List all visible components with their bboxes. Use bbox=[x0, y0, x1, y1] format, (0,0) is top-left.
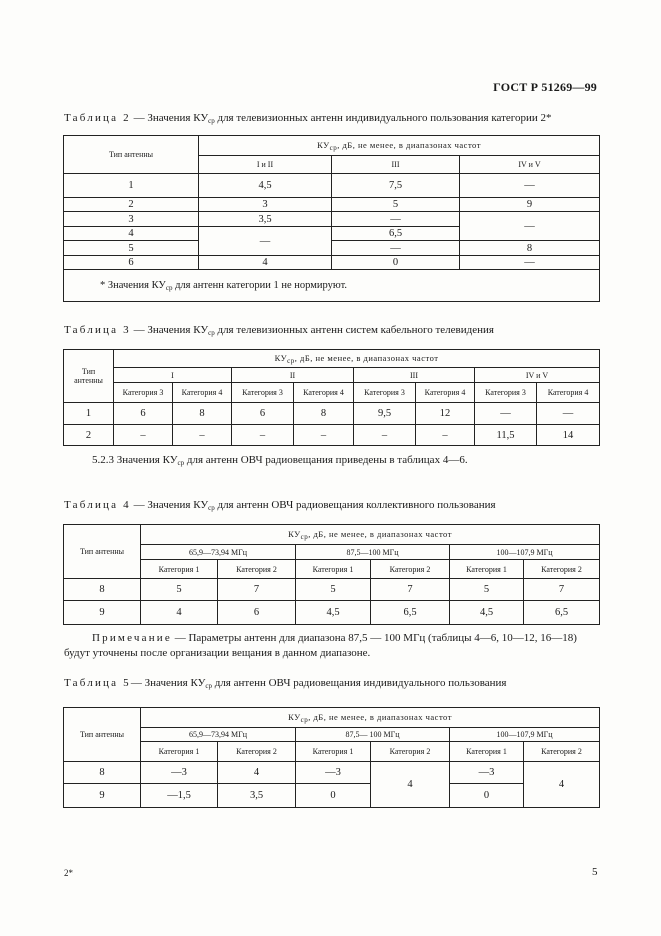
value-cell: 4 bbox=[218, 762, 296, 784]
table4-caption: Таблица 4 — Значения $КУ_{ср}$ для антенн ОВЧ радиовещания коллективного пользования bbox=[64, 499, 496, 512]
type-cell: 2 bbox=[64, 198, 199, 212]
col-type-header: Тип антенны bbox=[64, 708, 141, 762]
value-cell: 6 bbox=[218, 601, 296, 625]
band-header: II bbox=[232, 368, 354, 383]
table4 bbox=[63, 524, 600, 625]
value-cell: 8 bbox=[173, 403, 232, 425]
value-cell: — bbox=[460, 256, 600, 270]
paragraph-5-2-3: 5.2.3 Значения $КУ_{ср}$ для антенн ОВЧ радиовещания приведены в таблицах 4—6. bbox=[92, 454, 468, 467]
value-cell: – bbox=[114, 425, 173, 446]
value-cell: – bbox=[232, 425, 294, 446]
value-cell: 9 bbox=[460, 198, 600, 212]
band-header: III bbox=[354, 368, 475, 383]
band-header: IV и V bbox=[460, 156, 600, 174]
band-header: IV и V bbox=[475, 368, 600, 383]
type-cell: 8 bbox=[64, 762, 141, 784]
category-header: Категория 1 bbox=[296, 742, 371, 762]
table3 bbox=[63, 349, 600, 446]
table3-caption: Таблица 3 — Значения $КУ_{ср}$ для телевизионных антенн систем кабельного телевидения bbox=[64, 324, 494, 337]
value-cell: 5 bbox=[450, 579, 524, 601]
category-header: Категория 4 bbox=[537, 383, 600, 403]
value-cell: 0 bbox=[332, 256, 460, 270]
value-cell: – bbox=[294, 425, 354, 446]
type-cell: 8 bbox=[64, 579, 141, 601]
category-header: Категория 1 bbox=[450, 742, 524, 762]
type-cell: 9 bbox=[64, 784, 141, 808]
band-header: 100—107,9 МГц bbox=[450, 545, 600, 560]
value-cell: 4,5 bbox=[199, 174, 332, 198]
value-cell: 4 bbox=[524, 762, 600, 808]
value-cell: 0 bbox=[450, 784, 524, 808]
value-cell: 7,5 bbox=[332, 174, 460, 198]
value-cell: 7 bbox=[524, 579, 600, 601]
span-header: $КУ_{ср}$, дБ, не менее, в диапазонах частот bbox=[141, 525, 600, 545]
value-cell: — bbox=[460, 174, 600, 198]
value-cell: 0 bbox=[296, 784, 371, 808]
value-cell: — bbox=[332, 241, 460, 256]
category-header: Категория 4 bbox=[294, 383, 354, 403]
category-header: Категория 4 bbox=[416, 383, 475, 403]
value-cell: 6 bbox=[232, 403, 294, 425]
value-cell: — bbox=[475, 403, 537, 425]
band-header: I и II bbox=[199, 156, 332, 174]
type-cell: 2 bbox=[64, 425, 114, 446]
value-cell: 7 bbox=[371, 579, 450, 601]
category-header: Категория 2 bbox=[218, 560, 296, 579]
span-header: $КУ_{ср}$, дБ, не менее, в диапазонах частот bbox=[141, 708, 600, 728]
type-cell: 1 bbox=[64, 174, 199, 198]
value-cell: 14 bbox=[537, 425, 600, 446]
standard-number: ГОСТ Р 51269—99 bbox=[493, 80, 597, 94]
band-header: I bbox=[114, 368, 232, 383]
type-cell: 3 bbox=[64, 212, 199, 227]
category-header: Категория 1 bbox=[141, 742, 218, 762]
type-cell: 6 bbox=[64, 256, 199, 270]
band-header: 87,5— 100 МГц bbox=[296, 728, 450, 742]
category-header: Категория 3 bbox=[232, 383, 294, 403]
value-cell: 4 bbox=[199, 256, 332, 270]
category-header: Категория 3 bbox=[354, 383, 416, 403]
value-cell: —3 bbox=[141, 762, 218, 784]
value-cell: – bbox=[416, 425, 475, 446]
value-cell: 8 bbox=[460, 241, 600, 256]
span-header: $КУ_{ср}$, дБ, не менее, в диапазонах частот bbox=[114, 350, 600, 368]
type-cell: 4 bbox=[64, 227, 199, 241]
category-header: Категория 4 bbox=[173, 383, 232, 403]
value-cell: — bbox=[460, 212, 600, 241]
value-cell: —3 bbox=[450, 762, 524, 784]
table2-footnote: * Значения $КУ_{ср}$ для антенн категории 1 не нормируют. bbox=[64, 270, 600, 302]
value-cell: — bbox=[332, 212, 460, 227]
value-cell: 4,5 bbox=[450, 601, 524, 625]
value-cell: 5 bbox=[141, 579, 218, 601]
value-cell: 9,5 bbox=[354, 403, 416, 425]
table5-caption: Таблица 5— Значения $КУ_{ср}$ для антенн ОВЧ радиовещания индивидуального пользования bbox=[64, 677, 507, 690]
value-cell: 3,5 bbox=[218, 784, 296, 808]
page-number: 5 bbox=[592, 866, 598, 878]
value-cell: 7 bbox=[218, 579, 296, 601]
table2 bbox=[63, 135, 600, 302]
col-type-header: Тип антенны bbox=[64, 136, 199, 174]
category-header: Категория 3 bbox=[475, 383, 537, 403]
category-header: Категория 2 bbox=[371, 560, 450, 579]
category-header: Категория 2 bbox=[524, 742, 600, 762]
value-cell: — bbox=[537, 403, 600, 425]
value-cell: 11,5 bbox=[475, 425, 537, 446]
category-header: Категория 3 bbox=[114, 383, 173, 403]
type-cell: 9 bbox=[64, 601, 141, 625]
category-header: Категория 2 bbox=[218, 742, 296, 762]
value-cell: 5 bbox=[296, 579, 371, 601]
band-header: III bbox=[332, 156, 460, 174]
note: Примечание — Параметры антенн для диапазона 87,5 — 100 МГц (таблицы 4—6, 10—12, 16—18) будут уточнены после организации вещания в данном диапазоне. bbox=[64, 632, 577, 659]
span-header: $КУ_{ср}$, дБ, не менее, в диапазонах частот bbox=[199, 136, 600, 156]
value-cell: 4 bbox=[371, 762, 450, 808]
band-header: 100—107,9 МГц bbox=[450, 728, 600, 742]
table5 bbox=[63, 707, 600, 808]
value-cell: 6,5 bbox=[524, 601, 600, 625]
table2-caption: Таблица 2 — Значения $КУ_{ср}$ для телевизионных антенн индивидуального пользования категории 2* bbox=[64, 112, 552, 125]
value-cell: 4,5 bbox=[296, 601, 371, 625]
category-header: Категория 1 bbox=[296, 560, 371, 579]
value-cell: —3 bbox=[296, 762, 371, 784]
value-cell: 6 bbox=[114, 403, 173, 425]
value-cell: —1,5 bbox=[141, 784, 218, 808]
category-header: Категория 1 bbox=[450, 560, 524, 579]
category-header: Категория 2 bbox=[371, 742, 450, 762]
value-cell: 12 bbox=[416, 403, 475, 425]
col-type-header: Тип антенны bbox=[64, 350, 114, 403]
value-cell: 5 bbox=[332, 198, 460, 212]
value-cell: 6,5 bbox=[332, 227, 460, 241]
value-cell: 6,5 bbox=[371, 601, 450, 625]
value-cell: 3,5 bbox=[199, 212, 332, 227]
category-header: Категория 1 bbox=[141, 560, 218, 579]
band-header: 65,9—73,94 МГц bbox=[141, 545, 296, 560]
col-type-header: Тип антенны bbox=[64, 525, 141, 579]
value-cell: 8 bbox=[294, 403, 354, 425]
value-cell: – bbox=[173, 425, 232, 446]
band-header: 65,9—73,94 МГц bbox=[141, 728, 296, 742]
value-cell: 3 bbox=[199, 198, 332, 212]
value-cell: 4 bbox=[141, 601, 218, 625]
signature-mark: 2* bbox=[64, 868, 73, 878]
type-cell: 1 bbox=[64, 403, 114, 425]
band-header: 87,5—100 МГц bbox=[296, 545, 450, 560]
type-cell: 5 bbox=[64, 241, 199, 256]
value-cell: — bbox=[199, 227, 332, 256]
category-header: Категория 2 bbox=[524, 560, 600, 579]
value-cell: – bbox=[354, 425, 416, 446]
